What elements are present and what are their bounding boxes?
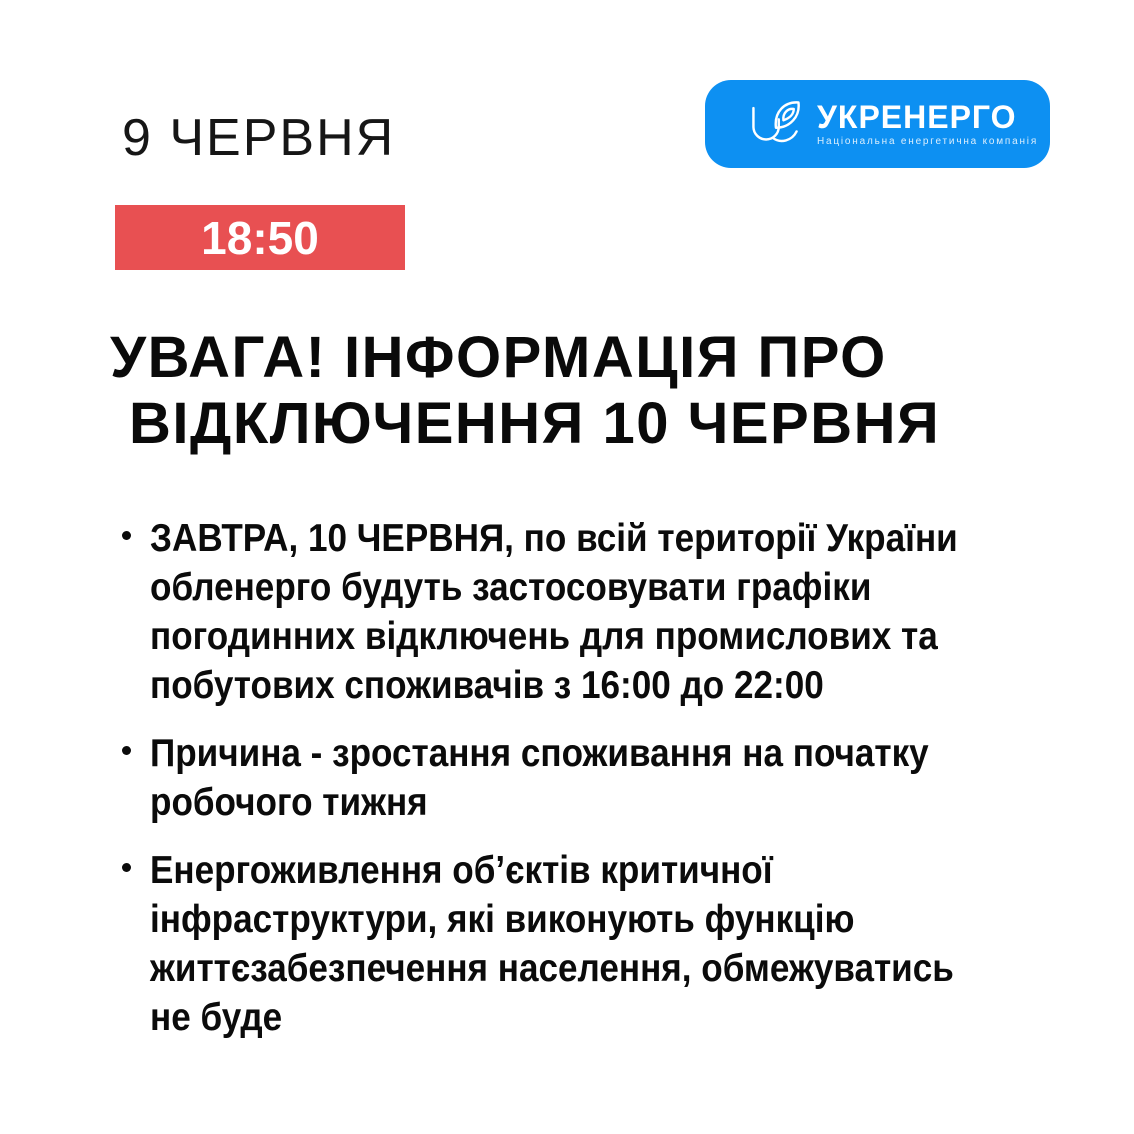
bullet-line: ЗАВТРА, 10 ЧЕРВНЯ, по всій території України — [150, 517, 958, 560]
bullet-dot-icon — [122, 846, 150, 872]
page-title-line-2: ВІДКЛЮЧЕННЯ 10 ЧЕРВНЯ — [129, 391, 941, 456]
bullet-line: інфраструктури, які виконують функцію — [150, 898, 855, 941]
bullet-text-2 — [150, 729, 1015, 827]
bullet-text-1 — [150, 514, 1048, 710]
ukrenergo-logo — [705, 80, 1050, 168]
bullet-line: обленерго будуть застосовувати графіки — [150, 566, 872, 609]
bullet-item-1 — [122, 514, 1102, 710]
logo-tagline: Національна енергетична компанія — [817, 136, 1039, 147]
bullet-item-3 — [122, 846, 1102, 1042]
bullet-list — [122, 514, 1102, 1061]
page-title-line-1: УВАГА! ІНФОРМАЦІЯ ПРО — [110, 325, 887, 390]
bullet-dot-icon — [122, 514, 150, 540]
bullet-line: побутових споживачів з 16:00 до 22:00 — [150, 664, 824, 707]
bullet-line: Причина - зростання споживання на початку — [150, 732, 929, 775]
bullet-line: Енергоживлення об’єктів критичної — [150, 849, 773, 892]
date-label: 9 ЧЕРВНЯ — [122, 109, 396, 167]
time-badge — [115, 205, 405, 270]
time-label: 18:50 — [201, 211, 319, 264]
bullet-dot-icon — [122, 729, 150, 755]
bullet-line: життєзабезпечення населення, обмежуватись — [150, 947, 954, 990]
page-title — [110, 325, 940, 457]
bullet-line: не буде — [150, 996, 283, 1039]
bullet-line: погодинних відключень для промислових та — [150, 615, 938, 658]
leaf-u-monogram-icon — [745, 94, 805, 154]
bullet-text-3 — [150, 846, 1043, 1042]
logo-name: УКРЕНЕРГО — [817, 99, 1017, 135]
logo-text-block — [817, 101, 1038, 147]
bullet-line: робочого тижня — [150, 781, 428, 824]
bullet-item-2 — [122, 729, 1102, 827]
